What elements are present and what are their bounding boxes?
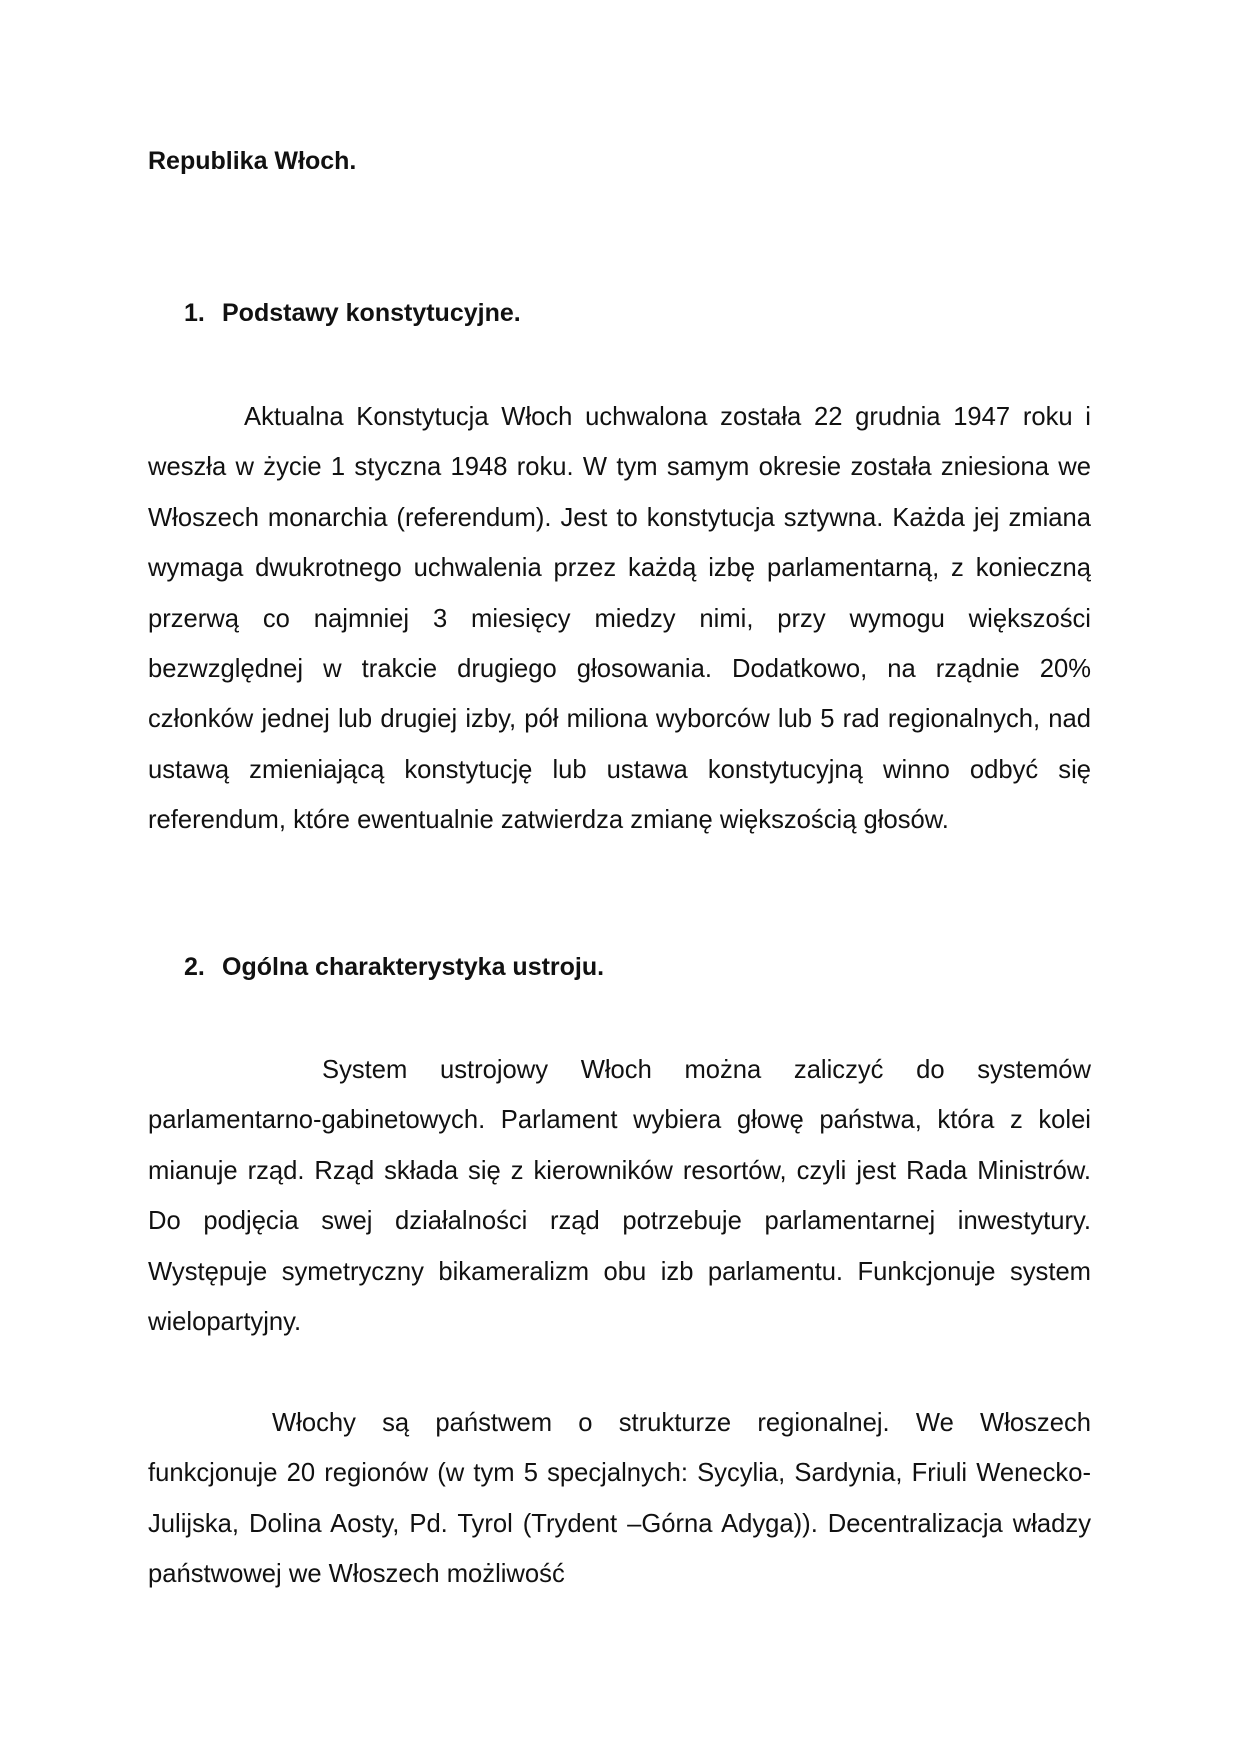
section-2-paragraph-2: Włochy są państwem o strukturze regionalnej. We Włoszech funkcjonuje 20 regionów (w tym 5 specjalnych: Sycylia, Sardynia, Friuli Wenecko-Julijska, Dolina Aosty, Pd. Tyrol (Trydent –Górna Adyga)). Decentralizacja władzy państwowej we Włoszech możliwość — [148, 1409, 1091, 1589]
section-title-2: Ogólna charakterystyka ustroju. — [222, 953, 605, 981]
section-heading-2 — [184, 952, 604, 982]
section-1-paragraph-1: Aktualna Konstytucja Włoch uchwalona została 22 grudnia 1947 roku i weszła w życie 1 styczna 1948 roku. W tym samym okresie została zniesiona we Włoszech monarchia (referendum). Jest to konstytucja sztywna. Każda jej zmiana wymaga dwukrotnego uchwalenia przez każdą izbę parlamentarną, z konieczną przerwą co najmniej 3 miesięcy miedzy nimi, przy wymogu większości bezwzględnej w trakcie drugiego głosowania. Dodatkowo, na rządnie 20% członków jednej lub drugiej izby, pół miliona wyborców lub 5 rad regionalnych, nad ustawą zmieniającą konstytucję lub ustawa konstytucyjną winno odbyć się referendum, które ewentualnie zatwierdza zmianę większością głosów. — [148, 403, 1091, 835]
section-heading-1 — [184, 298, 521, 328]
section-number-1: 1. — [184, 299, 205, 327]
section-2-paragraph-1: System ustrojowy Włoch można zaliczyć do systemów parlamentarno-gabinetowych. Parlament wybiera głowę państwa, która z kolei mianuje rząd. Rząd składa się z kierowników resortów, czyli jest Rada Ministrów. Do podjęcia swej działalności rząd potrzebuje parlamentarnej inwestytury. Występuje symetryczny bikameralizm obu izb parlamentu. Funkcjonuje system wielopartyjny. — [148, 1056, 1091, 1337]
page-title: Republika Włoch. — [148, 147, 357, 175]
section-number-2: 2. — [184, 953, 205, 981]
section-title-1: Podstawy konstytucyjne. — [222, 299, 521, 327]
